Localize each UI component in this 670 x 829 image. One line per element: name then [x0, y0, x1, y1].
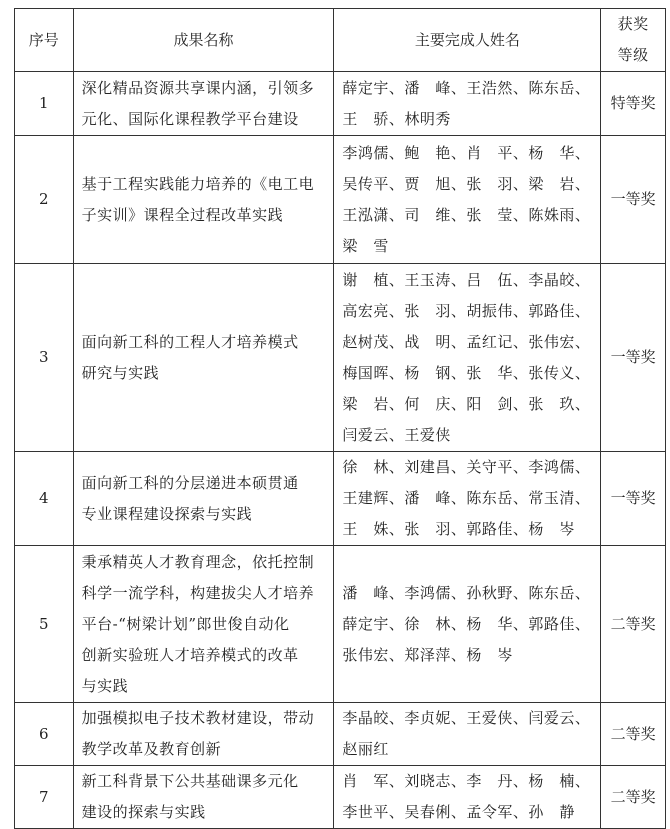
award-level: 一等奖: [601, 136, 666, 264]
contributors-line: 梅国晖、杨 钢、张 华、张传义、: [342, 363, 591, 382]
table-row: [15, 264, 666, 452]
achievement-title: [73, 264, 334, 452]
contributors-line: 李鸿儒、鲍 艳、肖 平、杨 华、: [342, 143, 591, 162]
header-award-line2: 等级: [617, 46, 649, 64]
contributors-line: 谢 植、王玉涛、吕 伍、李晶皎、: [342, 270, 591, 289]
contributors: [334, 264, 601, 452]
award-level: 二等奖: [601, 546, 666, 703]
contributors-line: 李世平、吴春俐、孟令军、孙 静: [342, 803, 575, 821]
award-level: 二等奖: [601, 766, 666, 829]
contributors: [334, 136, 601, 264]
title-line: 建设的探索与实践: [81, 803, 206, 821]
header-row: [15, 9, 666, 72]
table-row: [15, 766, 666, 829]
achievement-title: [73, 136, 334, 264]
achievement-title: [73, 72, 334, 136]
contributors-line: 薛定宇、潘 峰、王浩然、陈东岳、: [342, 78, 591, 97]
award-level: 二等奖: [601, 703, 666, 766]
contributors-line: 肖 军、刘晓志、李 丹、杨 楠、: [342, 772, 591, 790]
header-no: 序号: [15, 9, 74, 72]
title-line: 秉承精英人才教育理念，依托控制: [81, 552, 315, 571]
award-level: 一等奖: [601, 264, 666, 452]
title-line: 科学一流学科，构建拔尖人才培养: [81, 583, 315, 602]
contributors-line: 王 骄、林明秀: [342, 109, 451, 128]
contributors-line: 梁 岩、何 庆、阳 剑、张 玖、: [342, 394, 591, 413]
title-line: 专业课程建设探索与实践: [81, 504, 253, 523]
contributors-line: 薛定宇、徐 林、杨 华、郭路佳、: [342, 614, 591, 633]
row-number: 1: [15, 72, 74, 136]
contributors-line: 吴传平、贾 旭、张 羽、梁 岩、: [342, 174, 591, 193]
table-row: [15, 452, 666, 546]
header-award-line1: 获奖: [617, 15, 649, 33]
table-row: [15, 546, 666, 703]
row-number: 3: [15, 264, 74, 452]
contributors: [334, 703, 601, 766]
contributors: [334, 72, 601, 136]
contributors-line: 高宏亮、张 羽、胡振伟、郭路佳、: [342, 301, 591, 320]
award-level: 特等奖: [601, 72, 666, 136]
contributors: [334, 546, 601, 703]
title-line: 面向新工科的工程人才培养模式: [81, 332, 299, 351]
row-number: 5: [15, 546, 74, 703]
title-line: 子实训》课程全过程改革实践: [81, 205, 284, 224]
header-title: 成果名称: [73, 9, 334, 72]
award-level: 一等奖: [601, 452, 666, 546]
title-line: 教学改革及教育创新: [81, 740, 222, 758]
header-award: [601, 9, 666, 72]
row-number: 2: [15, 136, 74, 264]
title-line: 基于工程实践能力培养的《电工电: [81, 174, 315, 193]
achievement-title: [73, 766, 334, 829]
awards-table: [14, 8, 666, 829]
contributors: [334, 766, 601, 829]
contributors-line: 赵树茂、战 明、孟红记、张伟宏、: [342, 332, 591, 351]
header-people: 主要完成人姓名: [334, 9, 601, 72]
contributors-line: 潘 峰、李鸿儒、孙秋野、陈东岳、: [342, 583, 591, 602]
row-number: 7: [15, 766, 74, 829]
row-number: 6: [15, 703, 74, 766]
contributors-line: 徐 林、刘建昌、关守平、李鸿儒、: [342, 458, 591, 476]
title-line: 创新实验班人才培养模式的改革: [81, 645, 299, 664]
title-line: 平台-“树梁计划”郎世俊自动化: [81, 614, 290, 633]
title-line: 与实践: [81, 676, 129, 695]
contributors-line: 李晶皎、李贞妮、王爱侠、闫爱云、: [342, 709, 591, 727]
table-row: [15, 72, 666, 136]
contributors-line: 张伟宏、郑泽萍、杨 岑: [342, 645, 513, 664]
row-number: 4: [15, 452, 74, 546]
achievement-title: [73, 452, 334, 546]
table-row: [15, 136, 666, 264]
contributors: [334, 452, 601, 546]
contributors-line: 赵丽红: [342, 740, 389, 758]
table-row: [15, 703, 666, 766]
contributors-line: 王泓潇、司 维、张 莹、陈姝雨、: [342, 205, 591, 224]
title-line: 深化精品资源共享课内涵，引领多: [81, 78, 315, 97]
contributors-line: 梁 雪: [342, 236, 389, 255]
title-line: 元化、国际化课程教学平台建设: [81, 109, 299, 128]
contributors-line: 王建辉、潘 峰、陈东岳、常玉清、: [342, 489, 591, 507]
achievement-title: [73, 703, 334, 766]
title-line: 面向新工科的分层递进本硕贯通: [81, 473, 299, 492]
title-line: 研究与实践: [81, 363, 160, 382]
title-line: 新工科背景下公共基础课多元化: [81, 772, 299, 790]
title-line: 加强模拟电子技术教材建设，带动: [81, 709, 315, 727]
contributors-line: 王 姝、张 羽、郭路佳、杨 岑: [342, 520, 575, 538]
contributors-line: 闫爱云、王爱侠: [342, 425, 451, 444]
achievement-title: [73, 546, 334, 703]
